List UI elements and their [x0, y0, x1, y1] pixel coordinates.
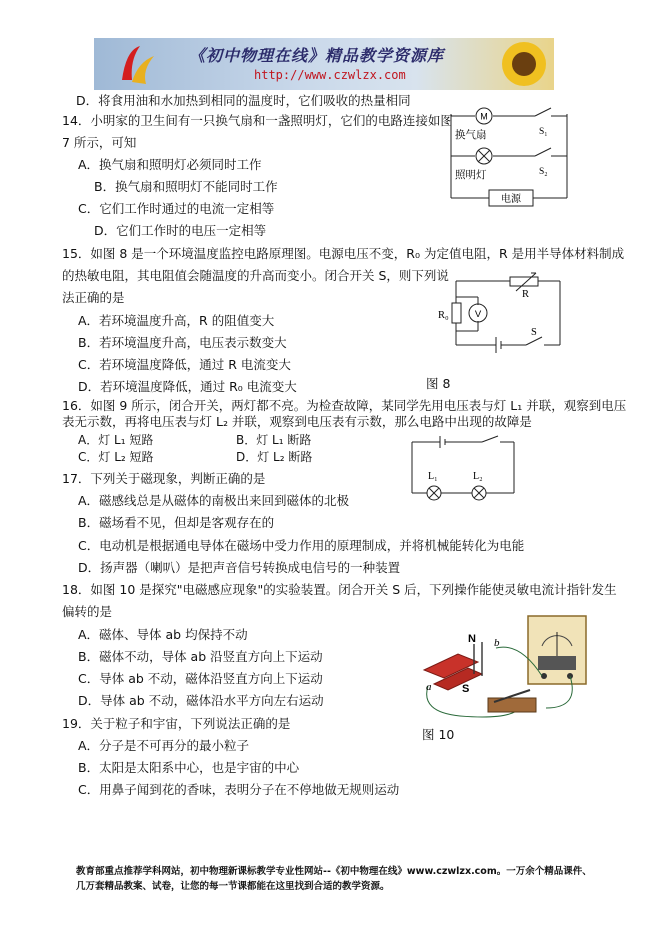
page-footer	[76, 864, 616, 894]
q13-option-d: D．将食用油和水加热到相同的温度时，它们吸收的热量相同	[76, 93, 411, 108]
q19-stem: 19．关于粒子和宇宙，下列说法正确的是	[62, 716, 291, 731]
footer-line-1: 教育部重点推荐学科网站，初中物理新课标教学专业性网站--《初中物理在线》www.czwlzx.com。一万余个精品课件、	[76, 866, 592, 877]
figure-10-apparatus	[420, 612, 605, 722]
q16-option-d: D．灯 L₂ 断路	[236, 450, 313, 464]
q15-stem-3: 法正确的是	[62, 290, 125, 305]
motor-label: M	[480, 111, 488, 122]
q19-option-c: C．用鼻子闻到花的香味，表明分子在不停地做无规则运动	[78, 782, 400, 797]
magnet-s-label: S	[462, 683, 470, 695]
q15-stem-2: 的热敏电阻，其电阻值会随温度的升高而变小。闭合开关 S，则下列说	[62, 268, 449, 283]
voltmeter-label: V	[474, 309, 482, 320]
q16-option-b: B．灯 L₁ 断路	[236, 433, 312, 447]
s2-label: S₂	[539, 167, 548, 177]
q18-stem-2: 偏转的是	[62, 604, 113, 619]
s1-label: S₁	[539, 127, 548, 137]
r0-label: R₀	[438, 310, 449, 321]
point-a-label: a	[426, 681, 432, 693]
switch-s-label: S	[531, 327, 537, 338]
lamp-label: 照明灯	[455, 169, 487, 181]
q18-option-d: D．导体 ab 不动，磁体沿水平方向左右运动	[78, 693, 324, 708]
q15-stem-1: 15．如图 8 是一个环境温度监控电路原理图。电源电压不变，R₀ 为定值电阻，R 是用半导体材料制成	[62, 246, 625, 261]
point-b-label: b	[494, 637, 500, 649]
q17-stem: 17．下列关于磁现象，判断正确的是	[62, 471, 266, 486]
q17-option-b: B．磁场看不见，但却是客观存在的	[78, 515, 275, 530]
l1-label: L₁	[428, 471, 438, 482]
q18-stem-1: 18．如图 10 是探究"电磁感应现象"的实验装置。闭合开关 S 后，下列操作能使灵敏电流计指针发生	[62, 582, 617, 597]
q18-option-a: A．磁体、导体 ab 均保持不动	[78, 627, 248, 642]
footer-line-2: 几万套精品教案、试卷，让您的每一节课都能在这里找到合适的教学资源。	[76, 881, 390, 892]
q15-option-d: D．若环境温度降低，通过 R₀ 电流变大	[78, 379, 297, 394]
q19-option-a: A．分子是不可再分的最小粒子	[78, 738, 250, 753]
q14-option-d: D．它们工作时的电压一定相等	[94, 223, 267, 238]
q14-stem-1: 14．小明家的卫生间有一只换气扇和一盏照明灯，它们的电路连接如图	[62, 113, 453, 128]
q18-option-b: B．磁体不动，导体 ab 沿竖直方向上下运动	[78, 649, 323, 664]
banner-url[interactable]: http://www.czwlzx.com	[254, 68, 406, 82]
q17-option-d: D．扬声器（喇叭）是把声音信号转换成电信号的一种装置	[78, 560, 401, 575]
q16-stem-1: 16．如图 9 所示，闭合开关，两灯都不亮。为检查故障，某同学先用电压表与灯 L₁ 并联，观察到电压	[62, 398, 627, 413]
q18-option-c: C．导体 ab 不动，磁体沿竖直方向上下运动	[78, 671, 323, 686]
q15-option-b: B．若环境温度升高，电压表示数变大	[78, 335, 287, 350]
l2-label: L₂	[473, 471, 483, 482]
figure-9-circuit	[408, 436, 518, 506]
header-banner	[94, 38, 554, 90]
logo-icon	[116, 42, 156, 86]
q14-option-a: A．换气扇和照明灯必须同时工作	[78, 157, 262, 172]
sunflower-icon	[494, 38, 554, 90]
q14-option-c: C．它们工作时通过的电流一定相等	[78, 201, 275, 216]
fan-label: 换气扇	[455, 129, 487, 141]
figure-7-circuit	[445, 110, 575, 210]
magnet-n-label: N	[468, 633, 476, 645]
q17-option-c: C．电动机是根据通电导体在磁场中受力作用的原理制成，并将机械能转化为电能	[78, 538, 525, 553]
r-label: R	[522, 289, 530, 300]
q17-option-a: A．磁感线总是从磁体的南极出来回到磁体的北极	[78, 493, 350, 508]
q19-option-b: B．太阳是太阳系中心，也是宇宙的中心	[78, 760, 300, 775]
q15-option-a: A．若环境温度升高，R 的阻值变大	[78, 313, 275, 328]
power-label: 电源	[501, 194, 521, 205]
banner-title: 《初中物理在线》精品教学资源库	[189, 46, 445, 65]
q14-option-b: B．换气扇和照明灯不能同时工作	[94, 179, 278, 194]
figure-8-circuit	[438, 273, 568, 353]
figure-8-caption: 图 8	[426, 376, 451, 391]
q16-option-c: C．灯 L₂ 短路	[78, 450, 154, 464]
q16-stem-2: 表无示数，再将电压表与灯 L₂ 并联，观察到电压表有示数，那么电路中出现的故障是	[62, 414, 532, 429]
figure-10-caption: 图 10	[422, 727, 455, 742]
q15-option-c: C．若环境温度降低，通过 R 电流变大	[78, 357, 291, 372]
q14-stem-2: 7 所示，可知	[62, 135, 137, 150]
q16-option-a: A．灯 L₁ 短路	[78, 433, 154, 447]
